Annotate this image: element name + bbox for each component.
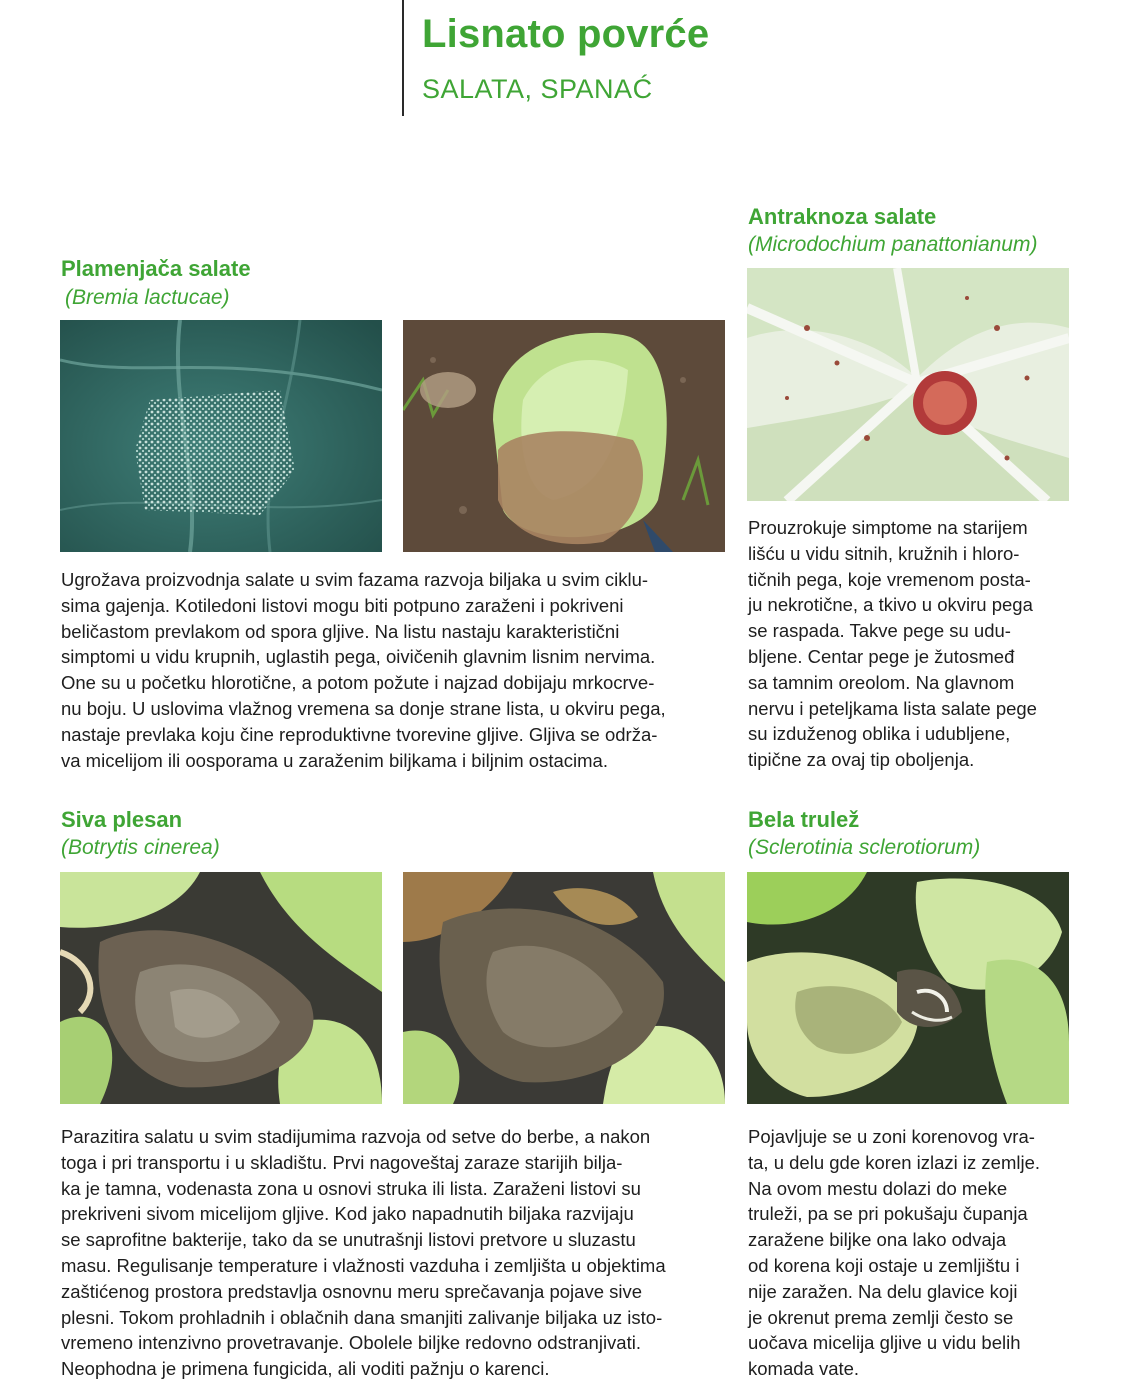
text-line: Prouzrokuje simptome na starijem (748, 517, 1028, 538)
siva-latin: (Botrytis cinerea) (61, 836, 220, 859)
text-line: se saprofitne bakterije, tako da se unutrašnji listovi pretvore u sluzastu (61, 1229, 636, 1251)
page-subtitle: SALATA, SPANAĆ (422, 74, 653, 104)
text-line: sa tamnim oreolom. Na glavnom (748, 671, 1015, 693)
text-line: Neophodna je primena fungicida, ali voditi pažnju o karenci. (61, 1358, 550, 1380)
text-line: nije zaražen. Na delu glavice koji (748, 1280, 1018, 1302)
text-line: zaštićenog prostora predstavlja osnovnu meru sprečavanja pojave sive (61, 1280, 643, 1302)
text-line: Ugrožava proizvodnja salate u svim fazama razvoja biljaka u svim ciklu- (61, 569, 649, 590)
bela-title: Bela trulež (748, 807, 860, 832)
text-line: prekriveni sivom micelijom gljive. Kod jako napadnutih biljaka razvijaju (61, 1203, 634, 1225)
text-line: Na ovom mestu dolazi do meke (748, 1177, 1008, 1199)
text-line: lišću u vidu sitnih, kružnih i hloro- (748, 542, 1020, 564)
text-line: od korena koji ostaje u zemljištu i (748, 1254, 1020, 1276)
text-line: je okrenut prema zemlji često se (748, 1306, 1014, 1328)
text-line: One su u početku hlorotične, a potom požute i najzad dobijaju mrkocrve- (61, 672, 655, 694)
text-line: zaražene biljke ona lako odvaja (748, 1229, 1007, 1251)
photo-downy-mildew-leaf (60, 320, 382, 552)
text-line: plesni. Tokom prohladnih i oblačnih dana smanjiti zalivanje biljaka uz isto- (61, 1306, 663, 1328)
text-line: toga i pri transportu i u skladištu. Prvi nagoveštaj zaraze starijih bilja- (61, 1151, 623, 1173)
text-line: bljene. Centar pege je žutosmeđ (748, 645, 1015, 667)
text-line: va micelijom ili oosporama u zaraženim biljkama i biljnim ostacima. (61, 749, 608, 771)
text-line: ta, u delu gde koren izlazi iz zemlje. (748, 1151, 1041, 1173)
photo-gray-mold-1 (60, 872, 382, 1104)
text-line: uočava micelija gljive u vidu belih (748, 1332, 1021, 1354)
text-line: nastaje prevlaka koju čine reproduktivne tvorevine gljive. Gljiva se održa- (61, 723, 658, 745)
text-line: nervu i peteljkama lista salate pege (748, 697, 1037, 719)
siva-title: Siva plesan (61, 807, 183, 832)
text-line: ka je tamna, vodenasta zona u osnovi struka ili lista. Zaraženi listovi su (61, 1177, 641, 1199)
text-line: su izduženog oblika i udubljene, (748, 723, 1011, 745)
text-line: beličastom prevlakom od spora gljive. Na listu nastaju karakteristični (61, 620, 620, 642)
photo-white-rot-lettuce (747, 872, 1069, 1104)
bela-latin: (Sclerotinia sclerotiorum) (748, 836, 981, 859)
photo-anthracnose-lettuce (747, 268, 1069, 501)
plamenjaca-title: Plamenjača salate (61, 256, 251, 281)
text-line: tičnih pega, koje vremenom posta- (748, 568, 1031, 590)
text-line: ju nekrotične, a tkivo u okviru pega (748, 594, 1033, 616)
text-line: se raspada. Takve pege su udu- (748, 620, 1011, 642)
antraknoza-latin: (Microdochium panattonianum) (748, 233, 1038, 256)
plamenjaca-latin: (Bremia lactucae) (65, 286, 230, 309)
bela-description (748, 1124, 1040, 1382)
plamenjaca-description (61, 567, 666, 773)
photo-gray-mold-2 (403, 872, 725, 1104)
text-line: vremeno intenzivno provetravanje. Obolele biljke redovno odstranjivati. (61, 1332, 641, 1354)
text-line: simptomi u vidu krupnih, uglastih pega, oivičenih glavnim lisnim nervima. (61, 646, 656, 668)
antraknoza-description (748, 515, 1037, 773)
text-line: Pojavljuje se u zoni korenovog vra- (748, 1126, 1035, 1147)
text-line: truleži, pa se pri pokušaju čupanja (748, 1203, 1028, 1225)
text-line: nu boju. U uslovima vlažnog vremena sa donje strane lista, u okviru pega, (61, 697, 666, 719)
text-line: Parazitira salatu u svim stadijumima razvoja od setve do berbe, a nakon (61, 1126, 651, 1147)
text-line: sima gajenja. Kotiledoni listovi mogu biti potpuno zaraženi i pokriveni (61, 594, 624, 616)
photo-infected-lettuce-head (403, 320, 725, 552)
page-title: Lisnato povrće (422, 12, 710, 56)
text-line: komada vate. (748, 1358, 860, 1380)
text-line: masu. Regulisanje temperature i vlažnosti vazduha i zemljišta u objektima (61, 1254, 666, 1276)
antraknoza-title: Antraknoza salate (748, 204, 937, 229)
text-line: tipične za ovaj tip oboljenja. (748, 749, 975, 771)
siva-description (61, 1124, 666, 1382)
header-divider (402, 0, 404, 116)
